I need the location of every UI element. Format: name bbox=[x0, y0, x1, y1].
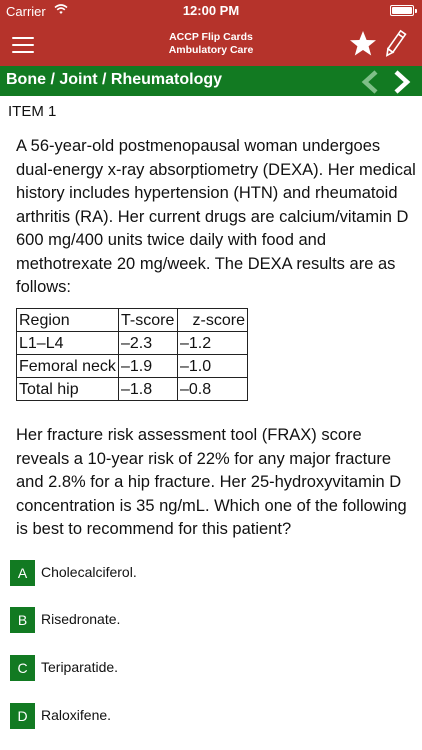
table-cell: Total hip bbox=[17, 378, 119, 401]
app-title-line1: ACCP Flip Cards bbox=[169, 31, 253, 43]
table-row bbox=[17, 355, 248, 378]
dexa-results-table bbox=[16, 308, 248, 401]
star-icon[interactable] bbox=[348, 29, 378, 59]
table-cell: –1.2 bbox=[178, 332, 248, 355]
pencil-icon[interactable] bbox=[382, 28, 408, 60]
table-header-row bbox=[17, 309, 248, 332]
navigation-bar bbox=[0, 22, 422, 66]
question-stem: A 56-year-old postmenopausal woman undergoes dual-energy x-ray absorptiometry (DEXA). Her medical history includes hypertension (HTN) and rheumatoid arthritis (RA). Her current drugs are calcium/vitamin D 600 mg/400 units twice daily with food and methotrexate 20 mg/week. The DEXA results are as follows: bbox=[16, 137, 416, 296]
choice-letter-badge: D bbox=[10, 703, 35, 729]
table-row bbox=[17, 378, 248, 401]
status-time: 12:00 PM bbox=[182, 3, 240, 18]
table-cell: L1–L4 bbox=[17, 332, 119, 355]
carrier-label: Carrier bbox=[6, 4, 46, 19]
chevron-left-icon[interactable] bbox=[360, 70, 382, 94]
choice-text: Risedronate. bbox=[41, 611, 121, 627]
battery-icon bbox=[390, 5, 414, 16]
question-stem-continued: Her fracture risk assessment tool (FRAX) score reveals a 10-year risk of 22% for any major fracture and 2.8% for a hip fracture. Her 25-hydroxyvitamin D concentration is 35 ng/mL. Which one of the following is best to recommend for this patient? bbox=[16, 426, 407, 538]
choice-letter-badge: B bbox=[10, 607, 35, 633]
table-header-cell: Region bbox=[17, 309, 119, 332]
app-title-line2: Ambulatory Care bbox=[168, 44, 254, 56]
choice-letter-badge: A bbox=[10, 560, 35, 586]
choice-text: Cholecalciferol. bbox=[41, 564, 137, 580]
item-title: ITEM 1 bbox=[8, 103, 57, 120]
app-title bbox=[100, 31, 322, 57]
hamburger-icon[interactable] bbox=[12, 34, 36, 54]
table-cell: –1.8 bbox=[119, 378, 178, 401]
choice-letter-badge: C bbox=[10, 655, 35, 681]
table-header-cell: T-score bbox=[119, 309, 178, 332]
status-bar bbox=[0, 0, 422, 22]
table-header-cell: z-score bbox=[178, 309, 248, 332]
table-cell: –1.9 bbox=[119, 355, 178, 378]
table-cell: –1.0 bbox=[178, 355, 248, 378]
table-row bbox=[17, 332, 248, 355]
category-label: Bone / Joint / Rheumatology bbox=[6, 71, 223, 88]
choice-text: Teriparatide. bbox=[41, 659, 119, 675]
table-cell: –2.3 bbox=[119, 332, 178, 355]
choice-text: Raloxifene. bbox=[41, 707, 112, 723]
table-cell: –0.8 bbox=[178, 378, 248, 401]
table-cell: Femoral neck bbox=[17, 355, 119, 378]
chevron-right-icon[interactable] bbox=[390, 70, 412, 94]
category-bar bbox=[0, 66, 422, 96]
